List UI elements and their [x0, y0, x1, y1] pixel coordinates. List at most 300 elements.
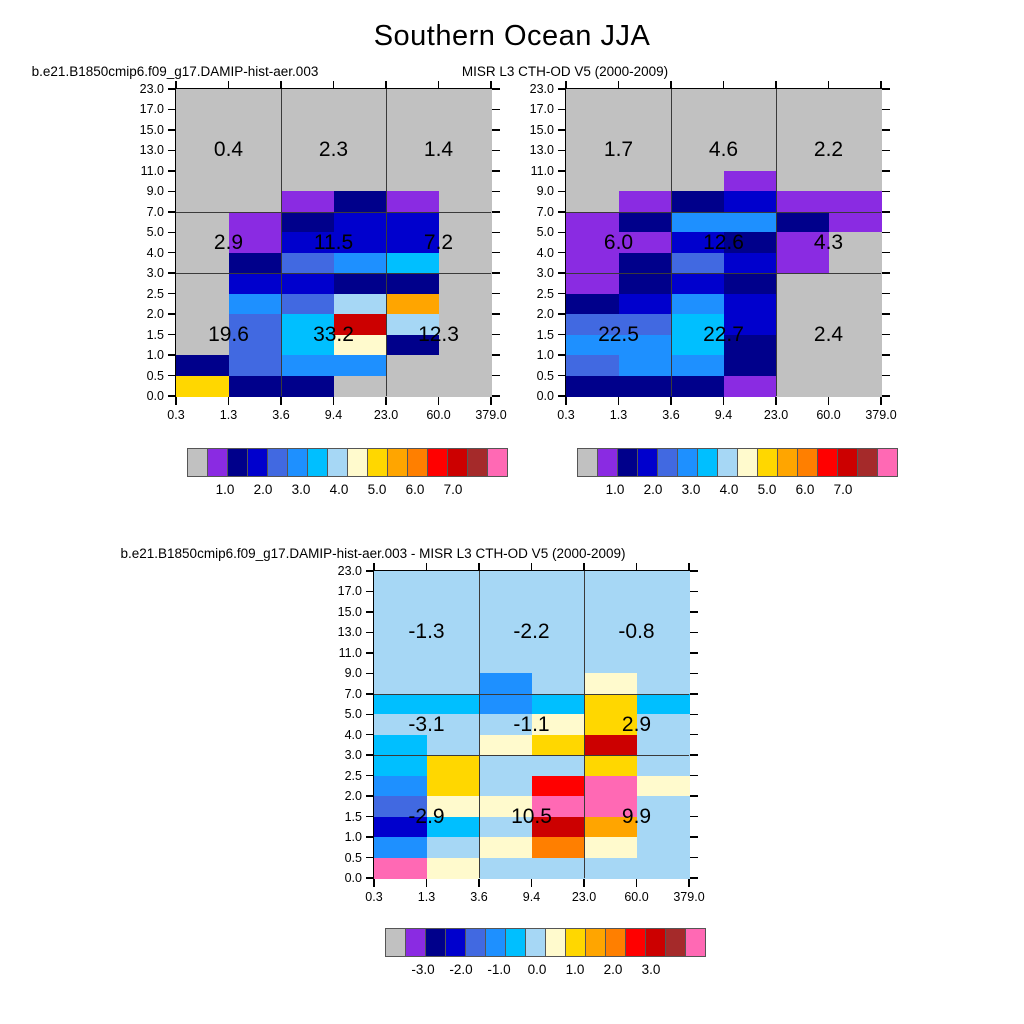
y-tick-label: 0.0: [344, 871, 362, 885]
y-axis-tick: [366, 673, 374, 675]
x-tick-label: 9.4: [324, 408, 343, 422]
heatmap-cell: [386, 376, 439, 397]
heatmap-cell: [829, 376, 882, 397]
y-tick-label: 3.0: [344, 748, 362, 763]
y-axis-tick: [168, 129, 176, 131]
x-axis-tick-top: [426, 563, 428, 571]
heatmap-cell: [439, 191, 492, 212]
x-axis-tick-top: [175, 81, 177, 89]
y-axis-tick-right: [690, 652, 698, 654]
colorbar-label: 1.0: [565, 962, 585, 977]
heatmap-cell: [386, 191, 439, 212]
heatmap-cell: [479, 776, 532, 797]
y-tick-label: 23.0: [337, 564, 362, 578]
difference-heatmap: [337, 564, 705, 904]
heatmap-cell: [776, 89, 829, 110]
y-axis-tick-right: [882, 170, 890, 172]
cell-group-value: 4.3: [813, 230, 844, 254]
colorbar-box: [565, 928, 586, 957]
colorbar-label: 1.0: [215, 482, 235, 497]
colorbar-label: 2.0: [253, 482, 273, 497]
y-axis-tick-right: [882, 252, 890, 254]
colorbar-box: [487, 448, 508, 477]
x-tick-label: 379.0: [673, 890, 705, 904]
colorbar-box: [657, 448, 678, 477]
colorbar-box: [307, 448, 328, 477]
y-axis-tick: [168, 334, 176, 336]
heatmap-cell: [281, 273, 334, 294]
y-tick-label: 1.5: [536, 327, 554, 342]
heatmap-cell: [427, 591, 480, 612]
heatmap-cell: [386, 294, 439, 315]
y-tick-label: 4.0: [146, 245, 164, 260]
y-tick-label: 11.0: [140, 163, 164, 178]
heatmap-cell: [619, 273, 672, 294]
heatmap-cell: [334, 273, 387, 294]
y-tick-label: 13.0: [529, 143, 554, 158]
heatmap-cell: [724, 253, 777, 274]
figure-title: Southern Ocean JJA: [373, 20, 651, 52]
observations-heatmap: [529, 82, 897, 422]
horizontal-gridline: [566, 273, 881, 274]
cell-group-value: 6.0: [603, 230, 634, 254]
cell-group-value: -3.1: [408, 712, 445, 736]
cell-group-value: 12.6: [703, 230, 744, 254]
heatmap-cell: [724, 171, 777, 192]
heatmap-cell: [776, 253, 829, 274]
heatmap-cell: [176, 109, 229, 130]
colorbar-label: 0.0: [527, 962, 547, 977]
heatmap-cell: [671, 171, 724, 192]
x-axis-tick: [565, 397, 567, 405]
x-axis-tick-top: [333, 81, 335, 89]
x-axis-tick-top: [478, 563, 480, 571]
panel-difference-title: b.e21.B1850cmip6.f09_g17.DAMIP-hist-aer.003 - MISR L3 CTH-OD V5 (2000-2009): [120, 546, 626, 561]
y-axis-tick-right: [882, 375, 890, 377]
heatmap-cell: [281, 109, 334, 130]
heatmap-cell: [724, 355, 777, 376]
colorbar-box: [447, 448, 468, 477]
cell-group-value: 12.3: [418, 322, 459, 346]
y-tick-label: 7.0: [146, 204, 164, 219]
colorbar-box: [525, 928, 546, 957]
heatmap-cell: [829, 191, 882, 212]
colorbar-label: 3.0: [641, 962, 661, 977]
y-axis-tick: [558, 293, 566, 295]
cell-group-value: 11.5: [313, 230, 354, 254]
colorbar-label: -2.0: [449, 962, 473, 977]
x-tick-label: 1.3: [219, 408, 238, 422]
y-axis-tick: [168, 354, 176, 356]
colorbar-box: [247, 448, 268, 477]
y-axis-tick: [366, 754, 374, 756]
x-axis-tick: [775, 397, 777, 405]
heatmap-cell: [671, 253, 724, 274]
x-tick-label: 3.6: [470, 890, 488, 904]
y-axis-tick-right: [492, 354, 500, 356]
heatmap-cell: [229, 171, 282, 192]
heatmap-cell: [281, 191, 334, 212]
x-tick-label: 379.0: [865, 408, 897, 422]
x-tick-label: 9.4: [714, 408, 733, 422]
heatmap-cell: [229, 294, 282, 315]
y-tick-label: 2.5: [536, 286, 554, 301]
colorbar-box: [685, 928, 706, 957]
heatmap-cell: [619, 253, 672, 274]
heatmap-cell: [776, 191, 829, 212]
cell-group-value: 19.6: [208, 322, 249, 346]
colorbar-box: [625, 928, 646, 957]
y-axis-tick: [366, 693, 374, 695]
y-axis-tick: [558, 272, 566, 274]
y-axis-tick: [168, 170, 176, 172]
heatmap-cell: [584, 571, 637, 592]
y-axis-tick-right: [882, 293, 890, 295]
heatmap-cell: [427, 735, 480, 756]
heatmap-cell: [584, 755, 637, 776]
heatmap-cell: [532, 837, 585, 858]
heatmap-cell: [374, 837, 427, 858]
y-tick-label: 0.0: [536, 389, 554, 403]
colorbar-label: 6.0: [795, 482, 815, 497]
colorbar-box: [405, 928, 426, 957]
y-axis-tick-right: [882, 334, 890, 336]
heatmap-cell: [479, 653, 532, 674]
heatmap-cell: [176, 89, 229, 110]
heatmap-cell: [724, 376, 777, 397]
heatmap-cell: [584, 858, 637, 879]
colorbar-box: [665, 928, 686, 957]
heatmap-cell: [427, 858, 480, 879]
heatmap-cell: [427, 776, 480, 797]
colorbar-box: [585, 928, 606, 957]
horizontal-gridline: [176, 273, 491, 274]
y-tick-label: 3.0: [536, 266, 554, 281]
cell-group-value: 22.7: [703, 322, 744, 346]
x-axis-tick: [828, 397, 830, 405]
y-axis-tick-right: [882, 88, 890, 90]
y-axis-tick-right: [690, 673, 698, 675]
heatmap-cell: [776, 109, 829, 130]
heatmap-cell: [566, 191, 619, 212]
y-tick-label: 5.0: [344, 707, 362, 722]
heatmap-cell: [281, 376, 334, 397]
y-axis-tick-right: [882, 109, 890, 111]
y-tick-label: 7.0: [536, 204, 554, 219]
colorbar-box: [485, 928, 506, 957]
heatmap-cell: [479, 673, 532, 694]
heatmap-cell: [637, 755, 690, 776]
x-tick-label: 0.3: [167, 408, 185, 422]
heatmap-cell: [386, 273, 439, 294]
y-tick-label: 9.0: [536, 184, 554, 199]
colorbar-box: [797, 448, 818, 477]
colorbar-label: 2.0: [603, 962, 623, 977]
x-axis-tick: [688, 879, 690, 887]
colorbar-box: [425, 928, 446, 957]
heatmap-cell: [724, 109, 777, 130]
heatmap-cell: [334, 253, 387, 274]
x-tick-label: 23.0: [373, 408, 399, 422]
y-axis-tick-right: [690, 714, 698, 716]
model-heatmap: [139, 82, 507, 422]
y-axis-tick-right: [882, 272, 890, 274]
y-axis-tick: [558, 334, 566, 336]
y-tick-label: 4.0: [536, 245, 554, 260]
x-axis-tick-top: [490, 81, 492, 89]
x-tick-label: 379.0: [475, 408, 507, 422]
x-tick-label: 0.3: [557, 408, 575, 422]
heatmap-cell: [479, 755, 532, 776]
colorbar-box: [287, 448, 308, 477]
heatmap-cell: [386, 89, 439, 110]
colorbar-box: [857, 448, 878, 477]
y-axis-tick: [168, 211, 176, 213]
heatmap-cell: [229, 376, 282, 397]
heatmap-cell: [281, 171, 334, 192]
x-axis-tick-top: [228, 81, 230, 89]
heatmap-cell: [176, 355, 229, 376]
y-axis-tick: [168, 313, 176, 315]
colorbar-label: 1.0: [605, 482, 625, 497]
heatmap-cell: [671, 89, 724, 110]
x-axis-tick: [636, 879, 638, 887]
y-tick-label: 2.0: [536, 307, 554, 322]
heatmap-cell: [386, 355, 439, 376]
heatmap-cell: [479, 735, 532, 756]
heatmap-cell: [176, 273, 229, 294]
heatmap-cell: [229, 109, 282, 130]
x-axis-tick-top: [531, 563, 533, 571]
y-axis-tick-right: [492, 170, 500, 172]
heatmap-cell: [637, 837, 690, 858]
x-axis-tick-top: [775, 81, 777, 89]
cell-group-value: 22.5: [598, 322, 639, 346]
y-tick-label: 5.0: [536, 225, 554, 240]
heatmap-cell: [566, 273, 619, 294]
colorbar-box: [207, 448, 228, 477]
vertical-gridline: [776, 89, 777, 396]
colorbar-box: [717, 448, 738, 477]
cell-group-value: 2.2: [813, 138, 844, 162]
y-axis-tick-right: [690, 734, 698, 736]
heatmap-cell: [776, 355, 829, 376]
heatmap-cell: [829, 89, 882, 110]
x-axis-tick: [333, 397, 335, 405]
heatmap-cell: [619, 89, 672, 110]
heatmap-cell: [566, 109, 619, 130]
heatmap-cell: [829, 294, 882, 315]
y-axis-tick-right: [492, 232, 500, 234]
x-tick-label: 3.6: [662, 408, 680, 422]
y-axis-tick: [558, 109, 566, 111]
colorbar-box: [757, 448, 778, 477]
y-tick-label: 9.0: [344, 666, 362, 681]
y-axis-tick-right: [492, 129, 500, 131]
y-axis-tick: [168, 191, 176, 193]
horizontal-gridline: [374, 694, 689, 695]
heatmap-cell: [334, 191, 387, 212]
heatmap-cell: [281, 253, 334, 274]
y-axis-tick: [366, 734, 374, 736]
y-axis-tick: [168, 375, 176, 377]
y-axis-tick-right: [492, 211, 500, 213]
x-tick-label: 60.0: [624, 890, 649, 904]
y-axis-tick-right: [492, 150, 500, 152]
x-axis-tick-top: [723, 81, 725, 89]
heatmap-cell: [637, 776, 690, 797]
y-axis-tick-right: [492, 334, 500, 336]
x-tick-label: 3.6: [272, 408, 290, 422]
y-axis-tick-right: [690, 591, 698, 593]
x-axis-tick: [618, 397, 620, 405]
colorbar-label: 5.0: [757, 482, 777, 497]
y-axis-tick-right: [492, 272, 500, 274]
y-axis-tick-right: [690, 632, 698, 634]
heatmap-cell: [439, 109, 492, 130]
y-tick-label: 7.0: [344, 686, 362, 701]
heatmap-cell: [671, 294, 724, 315]
heatmap-cell: [619, 376, 672, 397]
panel-model-title: b.e21.B1850cmip6.f09_g17.DAMIP-hist-aer.003: [31, 64, 319, 79]
y-axis-tick-right: [882, 211, 890, 213]
x-axis-tick: [583, 879, 585, 887]
x-axis-tick-top: [280, 81, 282, 89]
colorbar-label: -1.0: [487, 962, 511, 977]
heatmap-cell: [439, 294, 492, 315]
colorbar-box: [577, 448, 598, 477]
heatmap-cell: [229, 191, 282, 212]
colorbar-box: [697, 448, 718, 477]
colorbar-box: [605, 928, 626, 957]
colorbar-label: 7.0: [443, 482, 463, 497]
y-axis-tick: [558, 354, 566, 356]
colorbar-box: [677, 448, 698, 477]
colorbar-box: [327, 448, 348, 477]
cell-group-value: 4.6: [708, 138, 739, 162]
y-axis-tick-right: [492, 395, 500, 397]
colorbar-box: [597, 448, 618, 477]
cell-group-value: 9.9: [621, 804, 652, 828]
y-tick-label: 5.0: [146, 225, 164, 240]
heatmap-cell: [776, 171, 829, 192]
y-tick-label: 0.5: [146, 368, 164, 383]
x-axis-tick: [478, 879, 480, 887]
y-axis-tick-right: [690, 693, 698, 695]
y-axis-tick: [558, 211, 566, 213]
y-tick-label: 2.0: [146, 307, 164, 322]
y-axis-tick: [366, 714, 374, 716]
y-axis-tick-right: [690, 836, 698, 838]
colorbar-box: [187, 448, 208, 477]
heatmap-cell: [829, 171, 882, 192]
heatmap-cell: [334, 355, 387, 376]
y-axis-tick: [168, 293, 176, 295]
y-axis-tick: [366, 795, 374, 797]
cell-group-value: -1.1: [513, 712, 550, 736]
heatmap-cell: [532, 653, 585, 674]
y-axis-tick: [366, 591, 374, 593]
cell-group-value: 2.9: [621, 712, 652, 736]
heatmap-cell: [829, 273, 882, 294]
heatmap-cell: [671, 109, 724, 130]
heatmap-cell: [724, 273, 777, 294]
y-axis-tick-right: [882, 395, 890, 397]
heatmap-cell: [229, 253, 282, 274]
y-axis-tick-right: [690, 795, 698, 797]
heatmap-cell: [637, 858, 690, 879]
x-axis-tick-top: [880, 81, 882, 89]
colorbar-boxes: [577, 448, 898, 477]
colorbar-box: [617, 448, 638, 477]
x-axis-tick-top: [636, 563, 638, 571]
x-axis-tick-top: [438, 81, 440, 89]
heatmap-cell: [427, 653, 480, 674]
heatmap-cell: [566, 89, 619, 110]
colorbar-box: [347, 448, 368, 477]
y-axis-tick-right: [882, 191, 890, 193]
y-tick-label: 0.5: [344, 850, 362, 865]
heatmap-cell: [281, 89, 334, 110]
heatmap-cell: [724, 89, 777, 110]
y-axis-tick: [558, 252, 566, 254]
heatmap-cell: [176, 376, 229, 397]
y-axis-tick-right: [690, 877, 698, 879]
cell-group-value: -0.8: [618, 620, 655, 644]
cell-group-value: 2.4: [813, 322, 844, 346]
heatmap-cell: [334, 109, 387, 130]
y-axis-tick-right: [492, 109, 500, 111]
x-tick-label: 9.4: [522, 890, 541, 904]
y-tick-label: 2.0: [344, 789, 362, 804]
colorbar-box: [505, 928, 526, 957]
heatmap-cell: [724, 191, 777, 212]
y-axis-tick: [366, 652, 374, 654]
y-tick-label: 15.0: [337, 604, 362, 619]
heatmap-cell: [637, 653, 690, 674]
y-tick-label: 9.0: [146, 184, 164, 199]
y-axis-tick: [168, 109, 176, 111]
cell-group-value: 7.2: [423, 230, 454, 254]
y-tick-label: 17.0: [139, 102, 164, 117]
vertical-gridline: [281, 89, 282, 396]
colorbar-label: 4.0: [329, 482, 349, 497]
y-axis-tick: [366, 775, 374, 777]
y-tick-label: 1.0: [536, 348, 554, 363]
y-tick-label: 2.5: [344, 768, 362, 783]
heatmap-cell: [829, 253, 882, 274]
x-axis-tick-top: [670, 81, 672, 89]
y-tick-label: 17.0: [529, 102, 554, 117]
colorbar-box: [465, 928, 486, 957]
x-axis-tick: [490, 397, 492, 405]
colorbar-box: [777, 448, 798, 477]
colorbar-box: [877, 448, 898, 477]
colorbar-label: 7.0: [833, 482, 853, 497]
heatmap-cell: [724, 294, 777, 315]
cell-group-value: 2.9: [213, 230, 244, 254]
heatmap-cell: [584, 591, 637, 612]
y-tick-label: 23.0: [139, 82, 164, 96]
panel-observations-title: MISR L3 CTH-OD V5 (2000-2009): [461, 64, 669, 79]
x-axis-tick: [438, 397, 440, 405]
heatmap-cell: [281, 294, 334, 315]
heatmap-cell: [439, 376, 492, 397]
y-tick-label: 2.5: [146, 286, 164, 301]
colorbar-box: [467, 448, 488, 477]
colorbar-label: 3.0: [291, 482, 311, 497]
heatmap-cell: [532, 755, 585, 776]
